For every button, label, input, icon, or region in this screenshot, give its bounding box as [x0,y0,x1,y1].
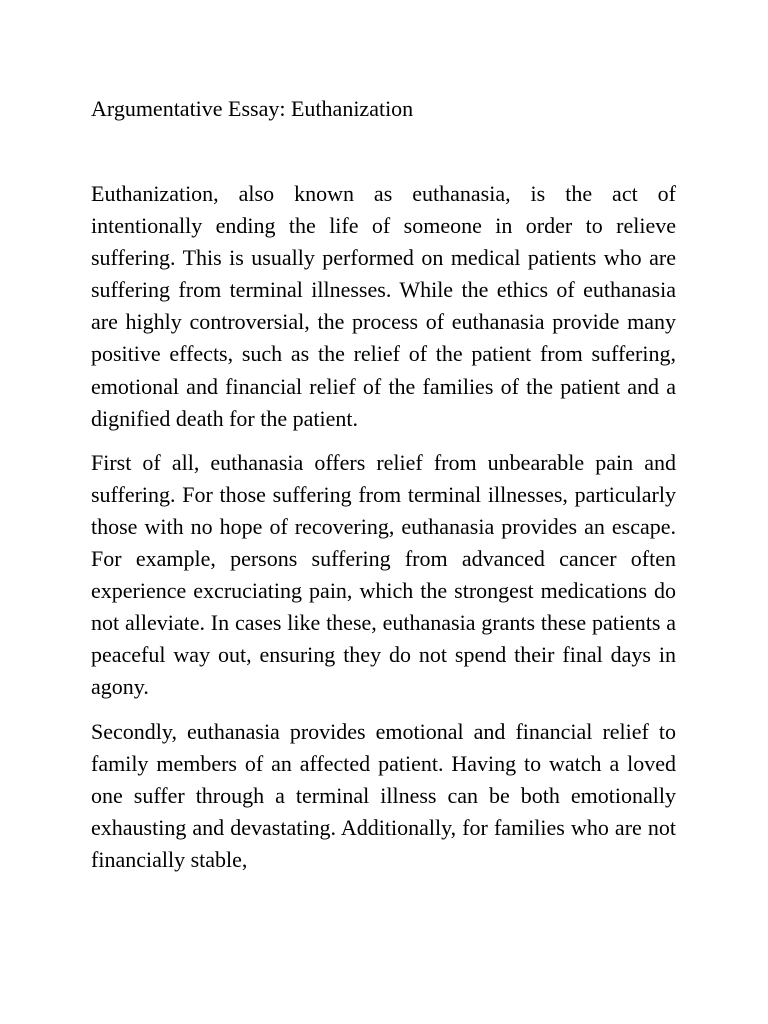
paragraph-intro: Euthanization, also known as euthanasia, is the act of intentionally ending the life of someone in order to relieve suffering. This is usually performed on medical patients who are suffering from terminal illnesses. While the ethics of euthanasia are highly controversial, the process of euthanasia provide many positive effects, such as the relief of the patient from suffering, emotional and financial relief of the families of the patient and a dignified death for the patient. [91,181,676,431]
document-body [91,178,676,888]
paragraph-family-relief: Secondly, euthanasia provides emotional and financial relief to family members of an affected patient. Having to watch a loved one suffer through a terminal illness can be both emotionally exhausting and devastating. Additionally, for families who are not financially stable, [91,718,676,872]
document-title: Argumentative Essay: Euthanization [91,96,414,121]
paragraph-pain-relief: First of all, euthanasia offers relief from unbearable pain and suffering. For those suffering from terminal illnesses, particularly those with no hope of recovering, euthanasia provides an escape. For example, persons suffering from advanced cancer often experience excruciating pain, which the strongest medications do not alleviate. In cases like these, euthanasia grants these patients a peaceful way out, ensuring they do not spend their final days in agony. [91,449,676,700]
